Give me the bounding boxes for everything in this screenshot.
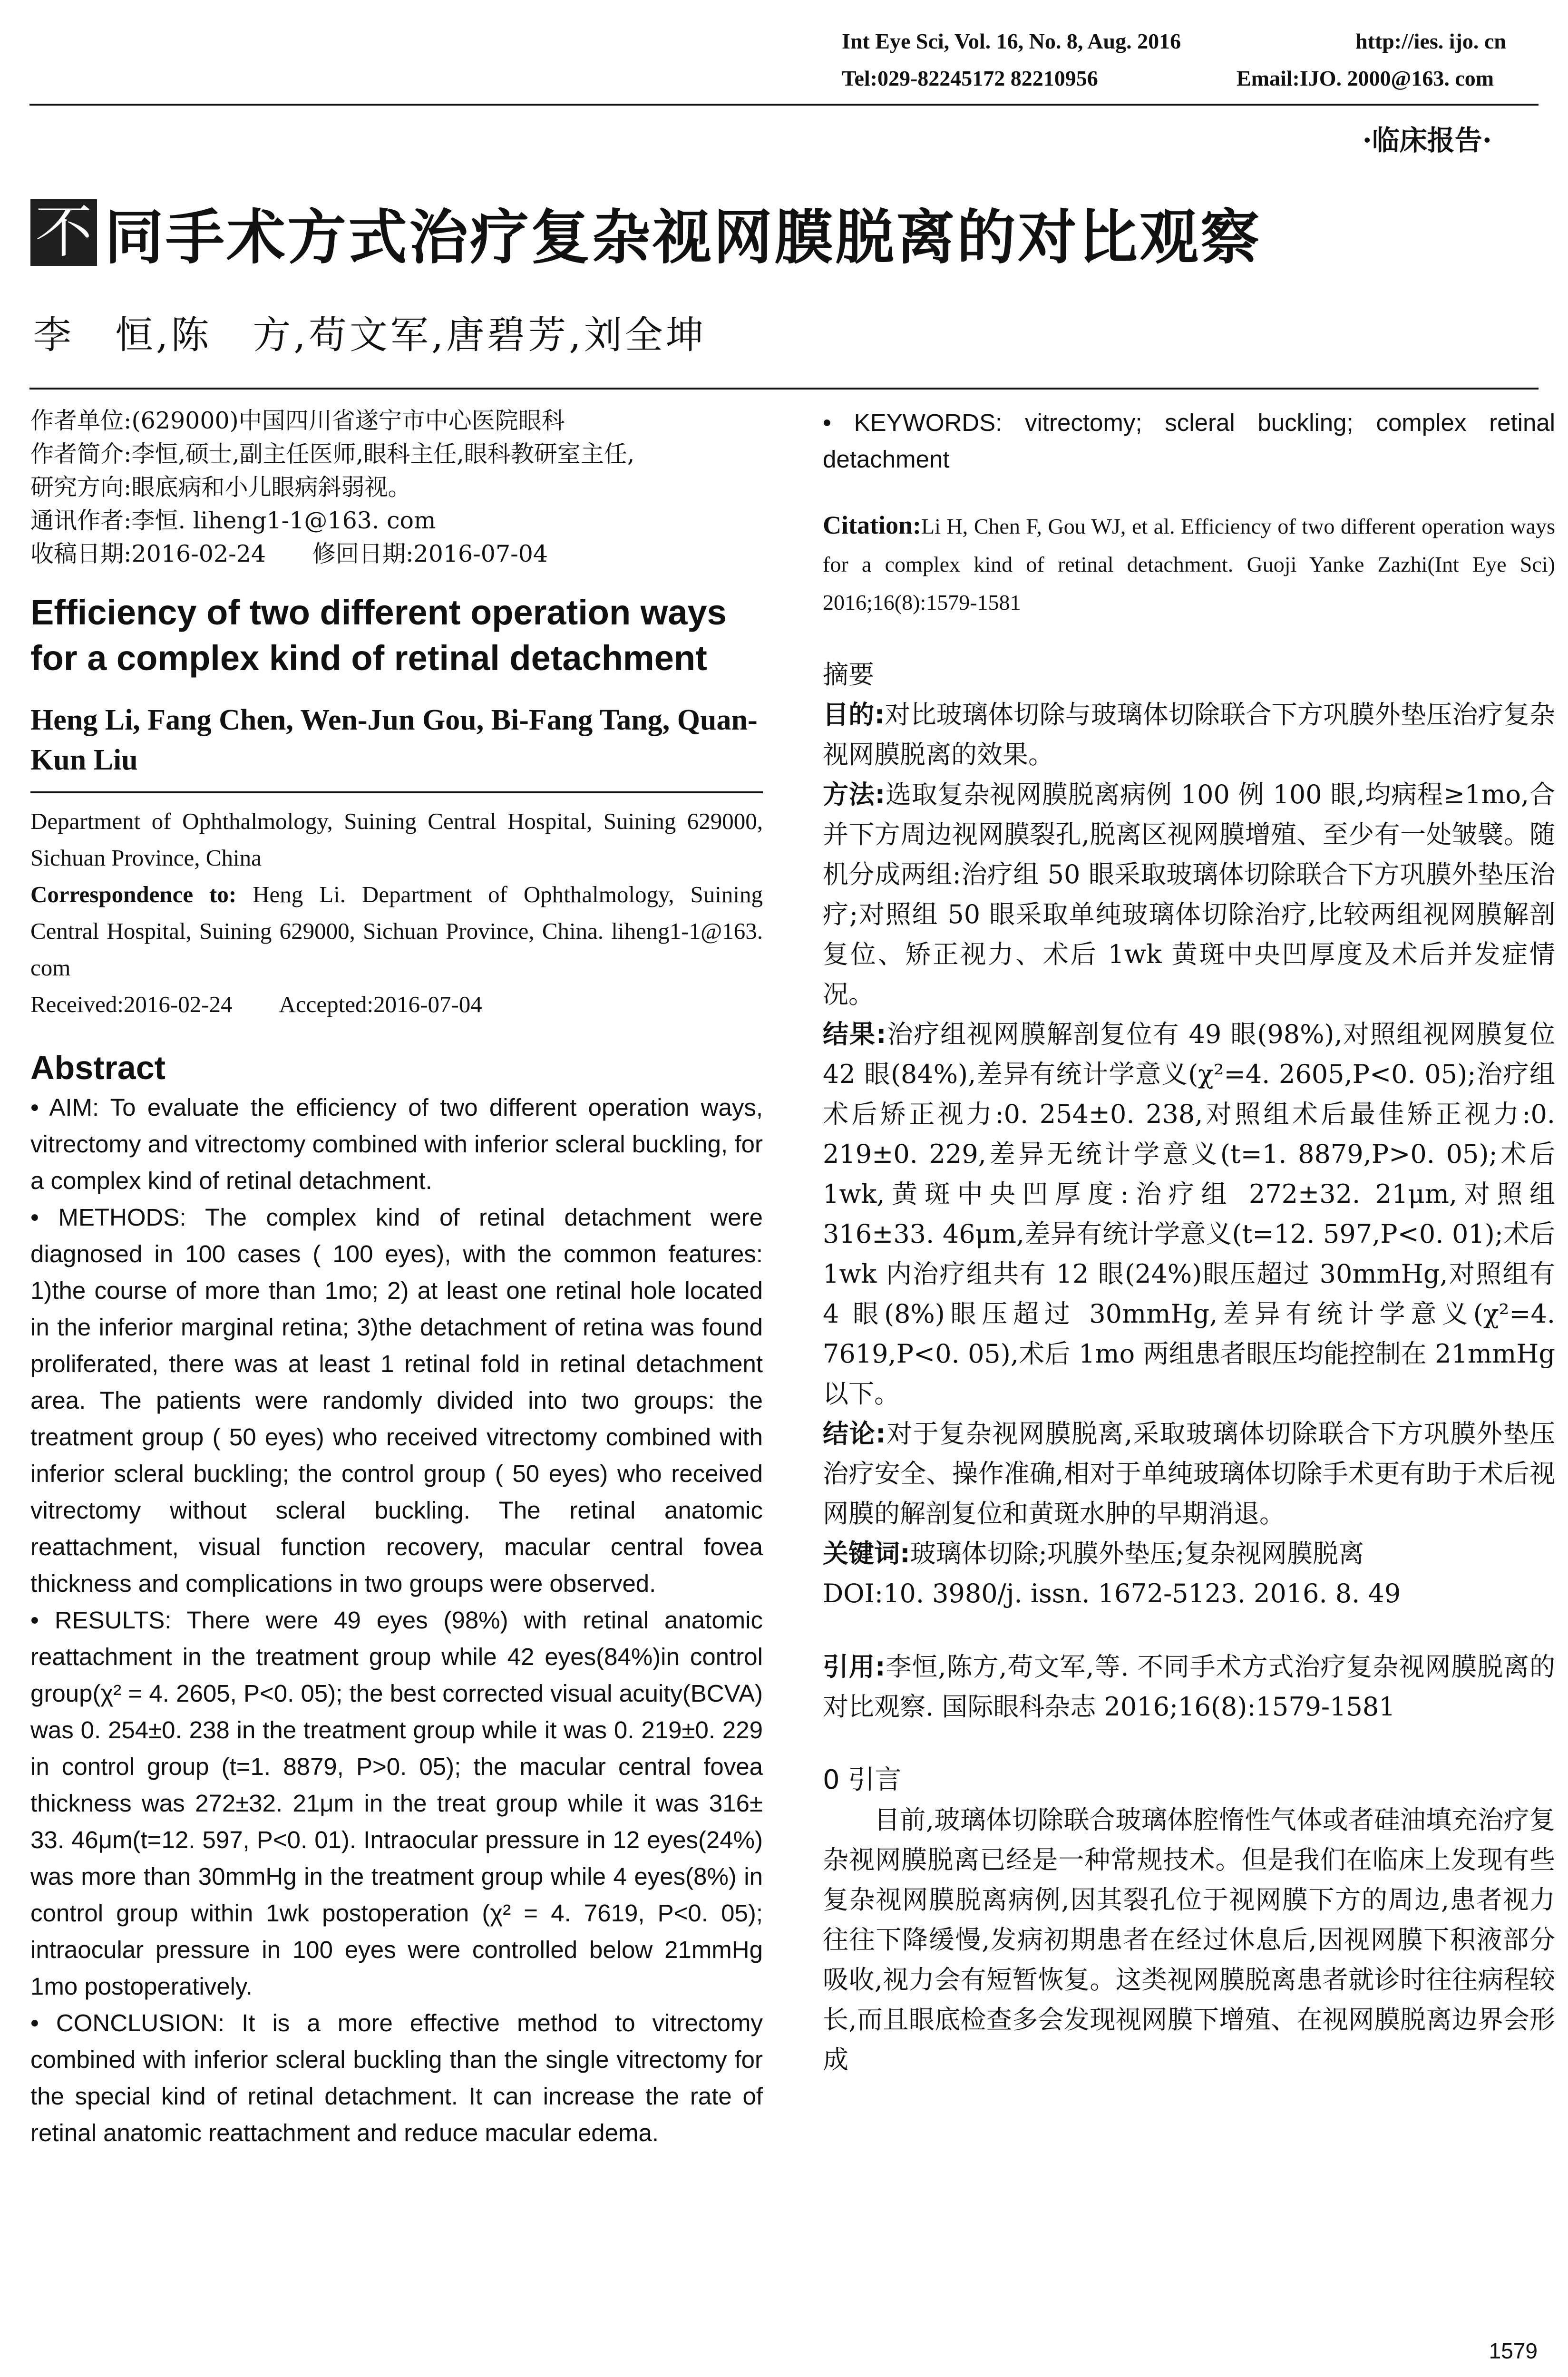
authors-chinese: 李 恒,陈 方,苟文军,唐碧芳,刘全坤 [33,313,707,357]
journal-tel: Tel:029-82245172 82210956 [842,66,1098,90]
right-column [823,404,1555,2080]
zhaiyao-heading: 摘要 [823,660,874,690]
intro-heading: 0 引言 [823,1764,902,1795]
left-column [30,404,763,2151]
zhaiyao-jielun [823,1414,1555,1534]
title-text: 同手术方式治疗复杂视网膜脱离的对比观察 [105,204,1262,272]
zhaiyao-keywords [823,1534,1555,1574]
author-info-block [30,404,763,571]
abstract-heading: Abstract [30,1049,166,1086]
abstract-keywords: • KEYWORDS: vitrectomy; scleral buckling; complex retinal detachment [823,409,1555,473]
jieguo-text: 治疗组视网膜解剖复位有 49 眼(98%),对照组视网膜复位 42 眼(84%),差异有统计学意义(χ²=4. 2605,P<0. 05);治疗组术后矫正视力:0. 254±0. 238,对照组术后最佳矫正视力:0. 219±0. 229,差异无统计学意义(t=1. 8879,P>0. 05);术后 1wk,黄斑中央凹厚度:治疗组 272±32. 21μm,对照组 316±33. 46μm,差异有统计学意义(t=12. 597,P<0. 01);术后 1wk 内治疗组共有 12 眼(24%)眼压超过 30mmHg,对照组有 4 眼(8%)眼压超过 30mmHg,差异有统计学意义(χ²=4. 7619,P<0. 05),术后 1mo 两组患者眼压均能控制在 21mmHg 以下。 [823,1019,1555,1409]
yinyong-label: 引用: [823,1652,886,1682]
author-info-line: 作者单位:(629000)中国四川省遂宁市中心医院眼科 [30,407,565,434]
journal-citation-header: Int Eye Sci, Vol. 16, No. 8, Aug. 2016 [842,29,1181,53]
citation-block [823,506,1555,622]
fangfa-text: 选取复杂视网膜脱离病例 100 例 100 眼,均病程≥1mo,合并下方周边视网膜裂孔,脱离区视网膜增殖、至少有一处皱襞。随机分成两组:治疗组 50 眼采取玻璃体切除联合下方巩膜外垫压治疗;对照组 50 眼采取单纯玻璃体切除治疗,比较两组视网膜解剖复位、矫正视力、术后 1wk 黄斑中央凹厚度及术后并发症情况。 [823,779,1555,1009]
zhaiyao-mudi [823,695,1555,775]
title-first-char-box: 不 [30,199,97,266]
abstract-aim: • AIM: To evaluate the efficiency of two different operation ways, vitrectomy and vitrectomy combined with inferior scleral buckling, for a complex kind of retinal detachment. [30,1094,763,1194]
abstract-methods: • METHODS: The complex kind of retinal detachment were diagnosed in 100 cases ( 100 eyes), with the common features: 1)the course of more than 1mo; 2) at least one retinal hole located in the inferior marginal retina; 3)the detachment of retina was found proliferated, there was at least 1 retinal fold in retinal detachment area. The patients were randomly divided into two groups: the treatment group ( 50 eyes) who received vitrectomy combined with inferior scleral buckling; the control group ( 50 eyes) who received vitrectomy without scleral buckling. The retinal anatomic reattachment, visual function recovery, macular central fovea thickness and complications in two groups were observed. [30,1204,763,1597]
gjc-label: 关键词: [823,1539,910,1568]
header-rule [29,104,1539,106]
article-title [30,190,1261,275]
gjc-text: 玻璃体切除;巩膜外垫压;复杂视网膜脱离 [910,1539,1364,1568]
jielun-label: 结论: [823,1419,886,1449]
citation-label: Citation: [823,511,921,539]
english-title: Efficiency of two different operation ways for a complex kind of retinal detachment [30,593,727,678]
author-info-line: 作者简介:李恒,硕士,副主任医师,眼科主任,眼科教研室主任, [30,440,635,468]
intro-paragraph: 目前,玻璃体切除联合玻璃体腔惰性气体或者硅油填充治疗复杂视网膜脱离已经是一种常规技术。但是我们在临床上发现有些复杂视网膜脱离病例,因其裂孔位于视网膜下方的周边,患者视力往往下降缓慢,发病初期患者在经过休息后,因视网膜下积液部分吸收,视力会有短暂恢复。这类视网膜脱离患者就诊时往往病程较长,而且眼底检查多会发现视网膜下增殖、在视网膜脱离边界会形成 [823,1805,1555,2075]
correspondence [30,876,763,986]
fangfa-label: 方法: [823,779,886,809]
english-authors: Heng Li, Fang Chen, Wen-Jun Gou, Bi-Fang Tang, Quan-Kun Liu [30,704,758,776]
jielun-text: 对于复杂视网膜脱离,采取玻璃体切除联合下方巩膜外垫压治疗安全、操作准确,相对于单纯玻璃体切除手术更有助于术后视网膜的解剖复位和黄斑水肿的早期消退。 [823,1419,1555,1529]
abstract-conclusion: • CONCLUSION: It is a more effective method to vitrectomy combined with inferior scleral buckling than the single vitrectomy for the special kind of retinal detachment. It can increase the rate of retinal anatomic reattachment and reduce macular edema. [30,2009,763,2146]
journal-email[interactable]: Email:IJO. 2000@163. com [1237,66,1494,90]
correspondence-text: Heng Li. Department of Ophthalmology, Suining Central Hospital, Suining 629000, Sichuan Province, China. liheng1-1@163. com [30,881,763,981]
affiliation-block [30,803,763,1023]
department: Department of Ophthalmology, Suining Central Hospital, Suining 629000, Sichuan Province, China [30,808,763,871]
yinyong-block [823,1647,1555,1727]
author-info-line: 研究方向:眼底病和小儿眼病斜弱视。 [30,474,411,501]
affiliation-rule [30,791,763,793]
page-number: 1579 [1489,2338,1538,2363]
correspondence-label: Correspondence to: [30,881,237,907]
jieguo-label: 结果: [823,1019,886,1049]
mudi-text: 对比玻璃体切除与玻璃体切除联合下方巩膜外垫压治疗复杂视网膜脱离的效果。 [823,700,1555,770]
mudi-label: 目的: [823,700,885,730]
abstract-results: • RESULTS: There were 49 eyes (98%) with retinal anatomic reattachment in the treatment group while 42 eyes(84%)in control group(χ² = 4. 2605, P<0. 05); the best corrected visual acuity(BCVA) was 0. 254±0. 238 in the treatment group while it was 0. 219±0. 229 in control group (t=1. 8879, P>0. 05); the macular central fovea thickness was 272±32. 21μm in the treat group while it was 316± 33. 46μm(t=12. 597, P<0. 01). Intraocular pressure in 12 eyes(24%) was more than 30mmHg in the treatment group while 4 eyes(8%) in control group within 1wk postoperation (χ² = 4. 7619, P<0. 05); intraocular pressure in 100 eyes were controlled below 21mmHg 1mo postoperatively. [30,1607,763,2000]
received-accepted-dates: Received:2016-02-24 Accepted:2016-07-04 [30,991,482,1017]
zhaiyao-jieguo [823,1014,1555,1414]
title-rule [29,388,1539,390]
zhaiyao-fangfa [823,775,1555,1014]
citation-text: Li H, Chen F, Gou WJ, et al. Efficiency of two different operation ways for a complex kind of retinal detachment. Guoji Yanke Zazhi(Int Eye Sci) 2016;16(8):1579-1581 [823,514,1555,614]
author-info-line: 通讯作者:李恒. liheng1-1@163. com [30,507,436,534]
section-tag: ·临床报告· [1362,124,1492,156]
journal-url[interactable]: http://ies. ijo. cn [1355,29,1506,53]
doi[interactable]: DOI:10. 3980/j. issn. 1672-5123. 2016. 8. 49 [823,1578,1401,1608]
author-info-line: 收稿日期:2016-02-24 修回日期:2016-07-04 [30,540,548,567]
yinyong-text: 李恒,陈方,苟文军,等. 不同手术方式治疗复杂视网膜脱离的对比观察. 国际眼科杂志 2016;16(8):1579-1581 [823,1652,1555,1722]
